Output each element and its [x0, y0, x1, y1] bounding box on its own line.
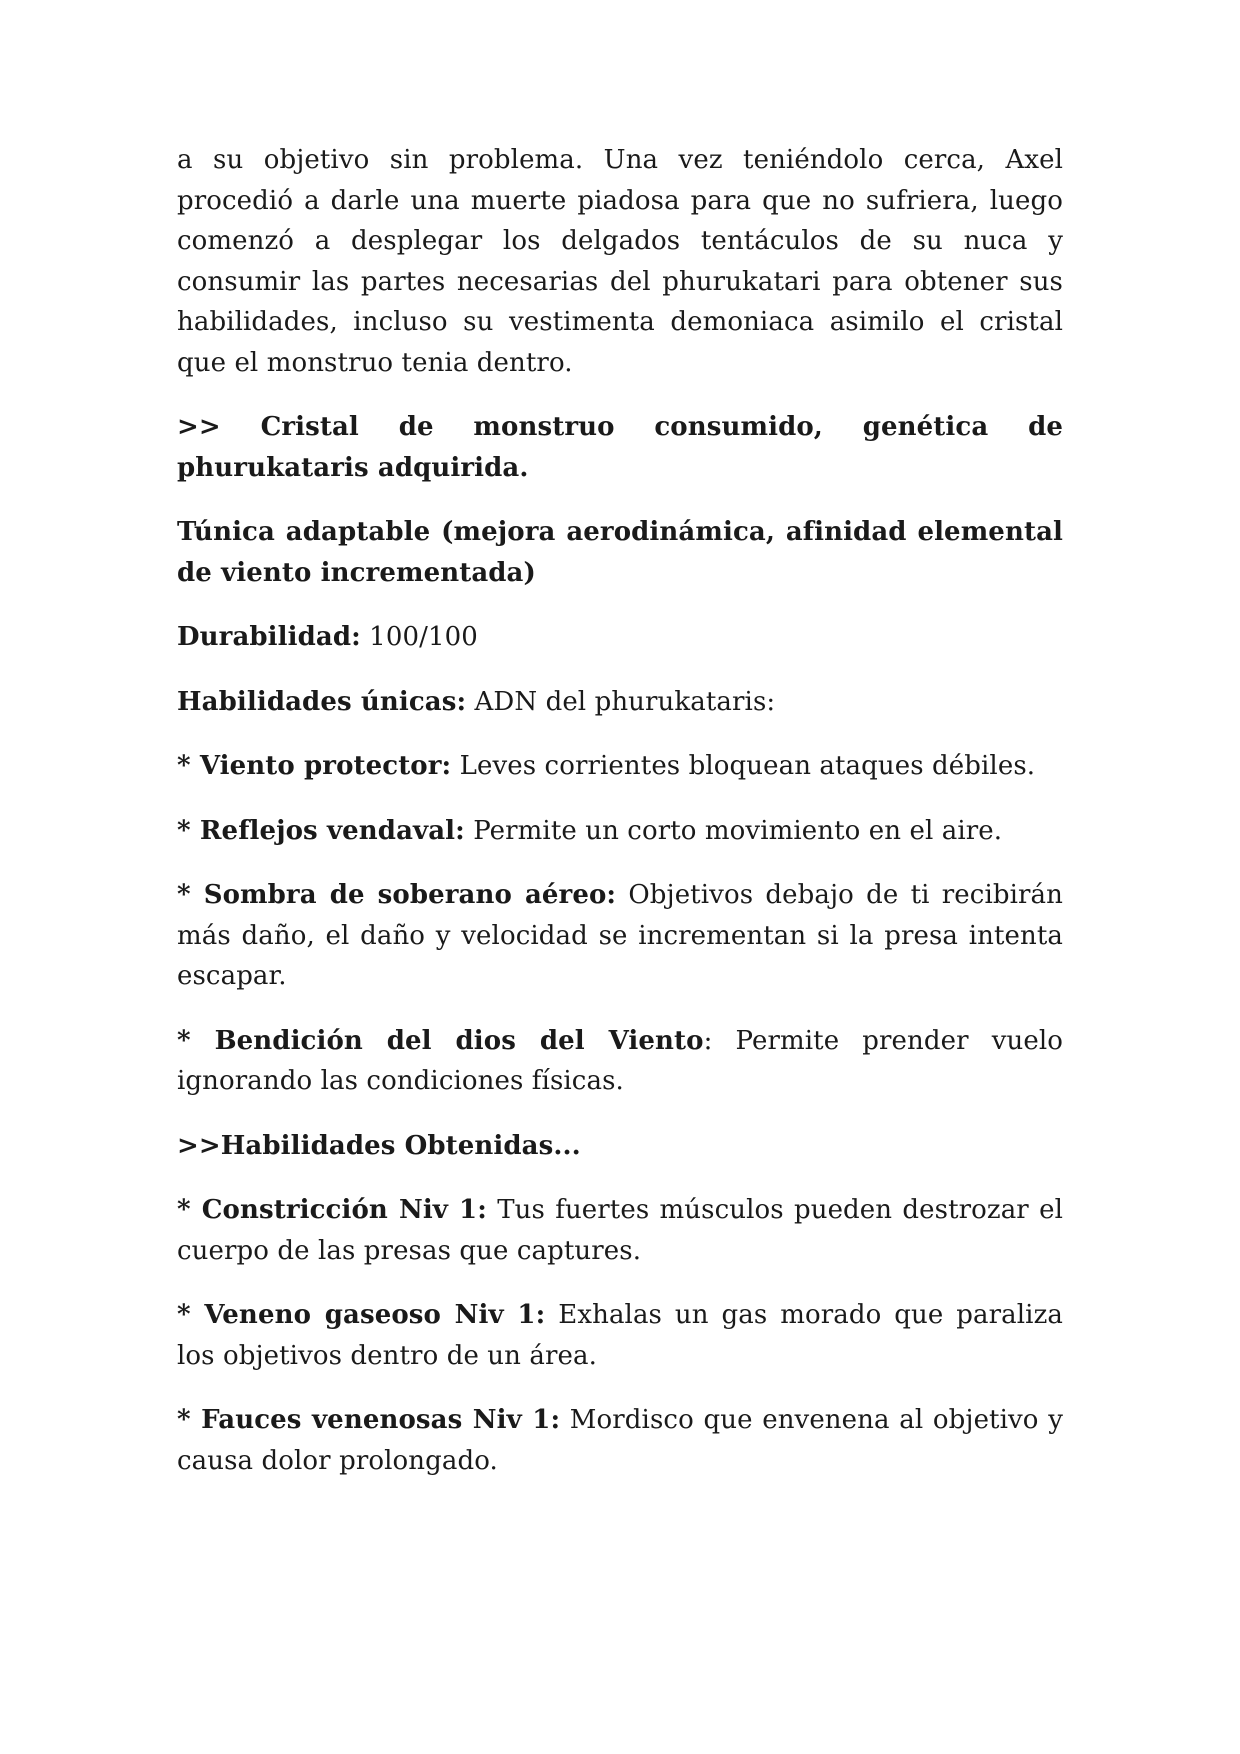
obtained-skills-header: >>Habilidades Obtenidas... — [177, 1130, 581, 1161]
unique-skills-value: ADN del phurukataris: — [466, 686, 776, 717]
obtained-skill-item — [177, 1400, 1063, 1481]
unique-skill-text: Permite un corto movimiento en el aire. — [464, 815, 1003, 846]
intro-paragraph: a su objetivo sin problema. Una vez teniéndolo cerca, Axel procedió a darle una muerte piadosa para que no sufriera, luego comenzó a desplegar los delgados tentáculos de su nuca y consumir las partes necesarias del phurukatari para obtener sus habilidades, incluso su vestimenta demoniaca asimilo el cristal que el monstruo tenia dentro. — [177, 145, 1063, 378]
durability-line — [177, 617, 1063, 658]
unique-skills-line — [177, 682, 1063, 723]
obtained-skill-item — [177, 1190, 1063, 1271]
durability-value: 100/100 — [360, 622, 478, 652]
obtained-skill-item — [177, 1295, 1063, 1376]
obtained-skill-text: Tus fuertes músculos pueden destrozar el cuerpo de las presas que captures. — [177, 1195, 1063, 1266]
tunic-title: Túnica adaptable (mejora aerodinámica, afinidad elemental de viento incrementada) — [177, 517, 1063, 588]
unique-skill-item — [177, 811, 1063, 852]
unique-skills-label: Habilidades únicas: — [177, 686, 467, 717]
document-page — [177, 140, 1063, 1505]
obtained-skill-text: Exhalas un gas morado que paraliza los objetivos dentro de un área. — [177, 1300, 1064, 1371]
unique-skill-text: Objetivos debajo de ti recibirán más daño, el daño y velocidad se incrementan si la presa intenta escapar. — [177, 880, 1063, 991]
unique-skill-label: * Viento protector: — [177, 751, 452, 781]
unique-skill-item — [177, 1021, 1063, 1102]
unique-skill-label: * Bendición del dios del Viento — [177, 1025, 704, 1056]
obtained-skill-text: Mordisco que envenena al objetivo y causa dolor prolongado. — [177, 1405, 1063, 1476]
obtained-skill-label: * Fauces venenosas Niv 1: — [177, 1405, 561, 1435]
unique-skill-item — [177, 875, 1063, 997]
obtained-skill-label: * Veneno gaseoso Niv 1: — [177, 1300, 546, 1330]
unique-skill-item — [177, 746, 1063, 787]
crystal-notice: >> Cristal de monstruo consumido, genética de phurukataris adquirida. — [177, 412, 1063, 483]
unique-skill-label: * Sombra de soberano aéreo: — [177, 880, 617, 910]
unique-skill-label: * Reflejos vendaval: — [177, 815, 465, 846]
unique-skill-text: Leves corrientes bloquean ataques débiles. — [451, 751, 1036, 781]
obtained-skill-label: * Constricción Niv 1: — [177, 1195, 487, 1225]
unique-skill-text: : Permite prender vuelo ignorando las condiciones físicas. — [177, 1025, 1063, 1096]
durability-label: Durabilidad: — [177, 622, 361, 652]
